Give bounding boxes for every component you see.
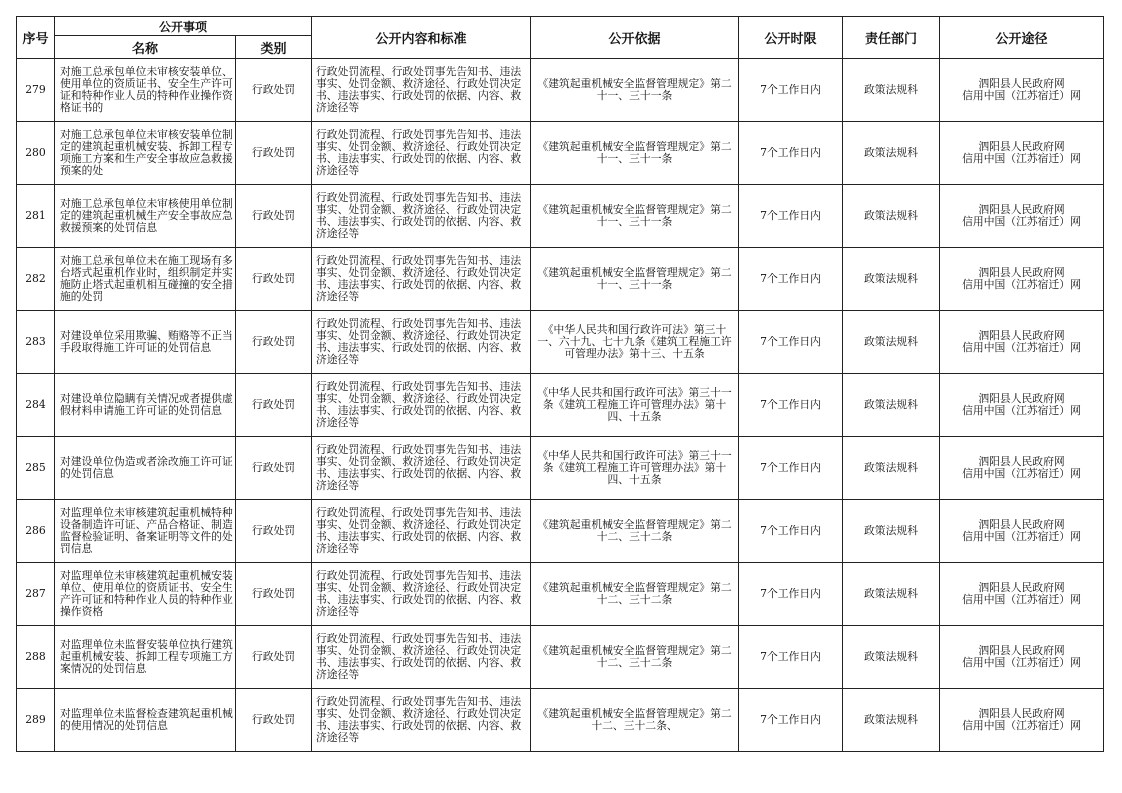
row-route — [940, 122, 1104, 185]
route-site-2: 信用中国（江苏宿迁）网 — [962, 467, 1081, 480]
route-site-1: 泗阳县人民政府网 — [978, 392, 1065, 405]
row-category: 行政处罚 — [236, 500, 312, 563]
table-row — [17, 59, 1104, 122]
row-name: 对监理单位未审核建筑起重机械特种设备制造许可证、产品合格证、制造监督检验证明、备案证明等文件的处罚信息 — [55, 500, 236, 563]
table-body — [17, 59, 1104, 752]
header-department: 责任部门 — [843, 17, 940, 59]
route-site-1: 泗阳县人民政府网 — [978, 266, 1065, 279]
row-department: 政策法规科 — [843, 248, 940, 311]
row-content: 行政处罚流程、行政处罚事先告知书、违法事实、处罚金额、救济途径、行政处罚决定书、违法事实、行政处罚的依据、内容、救济途径等 — [312, 500, 531, 563]
header-row-1 — [17, 17, 1104, 36]
route-site-1: 泗阳县人民政府网 — [978, 707, 1065, 720]
table-row — [17, 500, 1104, 563]
row-time-limit: 7个工作日内 — [739, 311, 843, 374]
row-number: 280 — [17, 122, 55, 185]
row-time-limit: 7个工作日内 — [739, 374, 843, 437]
row-basis: 《建筑起重机械安全监督管理规定》第二十二、三十二条 — [531, 626, 739, 689]
row-time-limit: 7个工作日内 — [739, 248, 843, 311]
route-site-2: 信用中国（江苏宿迁）网 — [962, 656, 1081, 669]
table-row — [17, 437, 1104, 500]
route-site-1: 泗阳县人民政府网 — [978, 644, 1065, 657]
row-time-limit: 7个工作日内 — [739, 689, 843, 752]
route-site-2: 信用中国（江苏宿迁）网 — [962, 593, 1081, 606]
row-department: 政策法规科 — [843, 122, 940, 185]
row-time-limit: 7个工作日内 — [739, 626, 843, 689]
row-name: 对建设单位伪造或者涂改施工许可证的处罚信息 — [55, 437, 236, 500]
row-department: 政策法规科 — [843, 626, 940, 689]
row-number: 282 — [17, 248, 55, 311]
row-route — [940, 59, 1104, 122]
row-basis: 《建筑起重机械安全监督管理规定》第二十一、三十一条 — [531, 248, 739, 311]
row-number: 289 — [17, 689, 55, 752]
route-site-1: 泗阳县人民政府网 — [978, 455, 1065, 468]
row-route — [940, 500, 1104, 563]
route-site-2: 信用中国（江苏宿迁）网 — [962, 719, 1081, 732]
header-seq: 序号 — [17, 17, 55, 59]
row-category: 行政处罚 — [236, 59, 312, 122]
row-category: 行政处罚 — [236, 374, 312, 437]
route-site-1: 泗阳县人民政府网 — [978, 203, 1065, 216]
row-content: 行政处罚流程、行政处罚事先告知书、违法事实、处罚金额、救济途径、行政处罚决定书、违法事实、行政处罚的依据、内容、救济途径等 — [312, 185, 531, 248]
row-basis: 《中华人民共和国行政许可法》第三十一、六十九、七十九条《建筑工程施工许可管理办法》第十三、十五条 — [531, 311, 739, 374]
row-time-limit: 7个工作日内 — [739, 500, 843, 563]
row-number: 288 — [17, 626, 55, 689]
table-row — [17, 122, 1104, 185]
row-content: 行政处罚流程、行政处罚事先告知书、违法事实、处罚金额、救济途径、行政处罚决定书、违法事实、行政处罚的依据、内容、救济途径等 — [312, 122, 531, 185]
row-department: 政策法规科 — [843, 437, 940, 500]
disclosure-table — [16, 16, 1104, 752]
route-site-2: 信用中国（江苏宿迁）网 — [962, 530, 1081, 543]
row-route — [940, 185, 1104, 248]
row-content: 行政处罚流程、行政处罚事先告知书、违法事实、处罚金额、救济途径、行政处罚决定书、违法事实、行政处罚的依据、内容、救济途径等 — [312, 374, 531, 437]
table-row — [17, 563, 1104, 626]
row-name: 对建设单位采用欺骗、贿赂等不正当手段取得施工许可证的处罚信息 — [55, 311, 236, 374]
header-route: 公开途径 — [940, 17, 1104, 59]
row-number: 279 — [17, 59, 55, 122]
table-row — [17, 311, 1104, 374]
row-category: 行政处罚 — [236, 563, 312, 626]
table-row — [17, 374, 1104, 437]
row-category: 行政处罚 — [236, 311, 312, 374]
row-department: 政策法规科 — [843, 689, 940, 752]
row-time-limit: 7个工作日内 — [739, 437, 843, 500]
row-department: 政策法规科 — [843, 59, 940, 122]
row-basis: 《建筑起重机械安全监督管理规定》第二十一、三十一条 — [531, 122, 739, 185]
row-time-limit: 7个工作日内 — [739, 185, 843, 248]
row-time-limit: 7个工作日内 — [739, 122, 843, 185]
route-site-2: 信用中国（江苏宿迁）网 — [962, 404, 1081, 417]
row-name: 对施工总承包单位未审核安装单位、使用单位的资质证书、安全生产许可证和特种作业人员的特种作业操作资格证书的 — [55, 59, 236, 122]
row-name: 对施工总承包单位未在施工现场有多台塔式起重机作业时，组织制定并实施防止塔式起重机相互碰撞的安全措施的处罚 — [55, 248, 236, 311]
row-route — [940, 311, 1104, 374]
route-site-2: 信用中国（江苏宿迁）网 — [962, 89, 1081, 102]
row-category: 行政处罚 — [236, 626, 312, 689]
row-name: 对监理单位未监督安装单位执行建筑起重机械安装、拆卸工程专项施工方案情况的处罚信息 — [55, 626, 236, 689]
row-department: 政策法规科 — [843, 185, 940, 248]
row-time-limit: 7个工作日内 — [739, 59, 843, 122]
row-category: 行政处罚 — [236, 185, 312, 248]
row-content: 行政处罚流程、行政处罚事先告知书、违法事实、处罚金额、救济途径、行政处罚决定书、违法事实、行政处罚的依据、内容、救济途径等 — [312, 626, 531, 689]
route-site-1: 泗阳县人民政府网 — [978, 518, 1065, 531]
row-basis: 《建筑起重机械安全监督管理规定》第二十一、三十一条 — [531, 185, 739, 248]
row-category: 行政处罚 — [236, 248, 312, 311]
row-category: 行政处罚 — [236, 437, 312, 500]
row-category: 行政处罚 — [236, 689, 312, 752]
header-basis: 公开依据 — [531, 17, 739, 59]
row-basis: 《建筑起重机械安全监督管理规定》第二十一、三十一条 — [531, 59, 739, 122]
row-route — [940, 374, 1104, 437]
row-content: 行政处罚流程、行政处罚事先告知书、违法事实、处罚金额、救济途径、行政处罚决定书、违法事实、行政处罚的依据、内容、救济途径等 — [312, 563, 531, 626]
route-site-1: 泗阳县人民政府网 — [978, 329, 1065, 342]
row-name: 对监理单位未监督检查建筑起重机械的使用情况的处罚信息 — [55, 689, 236, 752]
route-site-2: 信用中国（江苏宿迁）网 — [962, 278, 1081, 291]
header-time-limit: 公开时限 — [739, 17, 843, 59]
row-number: 285 — [17, 437, 55, 500]
row-route — [940, 248, 1104, 311]
row-department: 政策法规科 — [843, 311, 940, 374]
route-site-1: 泗阳县人民政府网 — [978, 140, 1065, 153]
row-department: 政策法规科 — [843, 563, 940, 626]
row-department: 政策法规科 — [843, 500, 940, 563]
row-number: 287 — [17, 563, 55, 626]
row-content: 行政处罚流程、行政处罚事先告知书、违法事实、处罚金额、救济途径、行政处罚决定书、违法事实、行政处罚的依据、内容、救济途径等 — [312, 311, 531, 374]
row-category: 行政处罚 — [236, 122, 312, 185]
row-route — [940, 689, 1104, 752]
table-row — [17, 689, 1104, 752]
header-category: 类别 — [236, 36, 312, 59]
row-name: 对建设单位隐瞒有关情况或者提供虚假材料申请施工许可证的处罚信息 — [55, 374, 236, 437]
row-name: 对监理单位未审核建筑起重机械安装单位、使用单位的资质证书、安全生产许可证和特种作业人员的特种作业操作资格 — [55, 563, 236, 626]
row-content: 行政处罚流程、行政处罚事先告知书、违法事实、处罚金额、救济途径、行政处罚决定书、违法事实、行政处罚的依据、内容、救济途径等 — [312, 248, 531, 311]
row-time-limit: 7个工作日内 — [739, 563, 843, 626]
route-site-2: 信用中国（江苏宿迁）网 — [962, 152, 1081, 165]
row-number: 281 — [17, 185, 55, 248]
row-basis: 《中华人民共和国行政许可法》第三十一条《建筑工程施工许可管理办法》第十四、十五条 — [531, 437, 739, 500]
route-site-2: 信用中国（江苏宿迁）网 — [962, 215, 1081, 228]
table-row — [17, 248, 1104, 311]
row-name: 对施工总承包单位未审核使用单位制定的建筑起重机械生产安全事故应急救援预案的处罚信息 — [55, 185, 236, 248]
row-basis: 《建筑起重机械安全监督管理规定》第二十二、三十二条 — [531, 563, 739, 626]
row-basis: 《建筑起重机械安全监督管理规定》第二十二、三十二条 — [531, 500, 739, 563]
header-name: 名称 — [55, 36, 236, 59]
row-route — [940, 437, 1104, 500]
row-route — [940, 626, 1104, 689]
header-group: 公开事项 — [55, 17, 312, 36]
row-content: 行政处罚流程、行政处罚事先告知书、违法事实、处罚金额、救济途径、行政处罚决定书、违法事实、行政处罚的依据、内容、救济途径等 — [312, 689, 531, 752]
table-row — [17, 185, 1104, 248]
route-site-1: 泗阳县人民政府网 — [978, 77, 1065, 90]
table-row — [17, 626, 1104, 689]
row-basis: 《建筑起重机械安全监督管理规定》第二十二、三十二条、 — [531, 689, 739, 752]
row-content: 行政处罚流程、行政处罚事先告知书、违法事实、处罚金额、救济途径、行政处罚决定书、违法事实、行政处罚的依据、内容、救济途径等 — [312, 59, 531, 122]
row-number: 286 — [17, 500, 55, 563]
route-site-1: 泗阳县人民政府网 — [978, 581, 1065, 594]
row-number: 283 — [17, 311, 55, 374]
row-basis: 《中华人民共和国行政许可法》第三十一条《建筑工程施工许可管理办法》第十四、十五条 — [531, 374, 739, 437]
row-department: 政策法规科 — [843, 374, 940, 437]
row-route — [940, 563, 1104, 626]
row-name: 对施工总承包单位未审核安装单位制定的建筑起重机械安装、拆卸工程专项施工方案和生产安全事故应急救援预案的处 — [55, 122, 236, 185]
route-site-2: 信用中国（江苏宿迁）网 — [962, 341, 1081, 354]
row-content: 行政处罚流程、行政处罚事先告知书、违法事实、处罚金额、救济途径、行政处罚决定书、违法事实、行政处罚的依据、内容、救济途径等 — [312, 437, 531, 500]
row-number: 284 — [17, 374, 55, 437]
header-content: 公开内容和标准 — [312, 17, 531, 59]
